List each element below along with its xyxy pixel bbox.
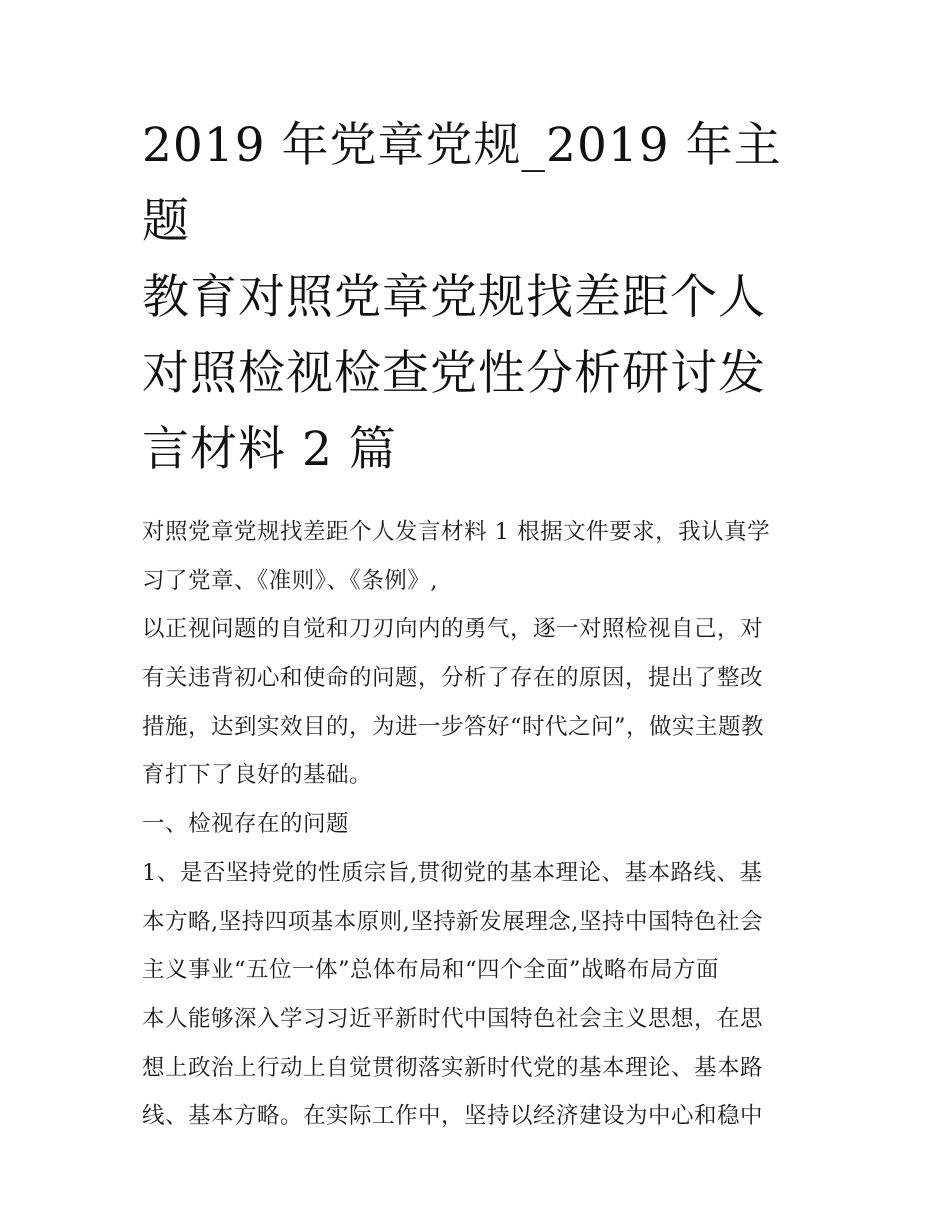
document-body xyxy=(142,508,814,1141)
title-line: 对照检视检查党性分析研讨发 xyxy=(142,346,766,401)
body-line: 习了党章、《准则》、《条例》, xyxy=(142,567,438,594)
body-line: 1、是否坚持党的性质宗旨,贯彻党的基本理论、基本路线、基 xyxy=(142,859,763,886)
body-line: 本人能够深入学习习近平新时代中国特色社会主义思想，在思 xyxy=(142,1005,764,1032)
body-line: 育打下了良好的基础。 xyxy=(142,762,373,789)
body-line: 措施，达到实效目的，为进一步答好“时代之问”，做实主题教 xyxy=(142,713,765,740)
body-line: 有关违背初心和使命的问题，分析了存在的原因，提出了整改 xyxy=(142,665,764,692)
body-line: 主义事业“五位一体”总体布局和“四个全面”战略布局方面 xyxy=(142,957,720,984)
body-line: 本方略,坚持四项基本原则,坚持新发展理念,坚持中国特色社会 xyxy=(142,908,763,935)
body-line: 线、基本方略。在实际工作中，坚持以经济建设为中心和稳中 xyxy=(142,1103,764,1130)
body-line: 对照党章党规找差距个人发言材料 1 根据文件要求，我认真学 xyxy=(142,519,771,545)
title-line: 2019 年党章党规_2019 年主题 xyxy=(142,118,782,249)
document-page xyxy=(142,108,814,1141)
section-heading: 一、检视存在的问题 xyxy=(142,811,350,838)
title-line: 教育对照党章党规找差距个人 xyxy=(142,270,766,325)
title-line: 言材料 2 篇 xyxy=(142,422,397,477)
body-line: 以正视问题的自觉和刀刃向内的勇气，逐一对照检视自己，对 xyxy=(142,616,764,643)
document-title xyxy=(142,108,814,488)
body-line: 想上政治上行动上自觉贯彻落实新时代党的基本理论、基本路 xyxy=(142,1054,764,1081)
